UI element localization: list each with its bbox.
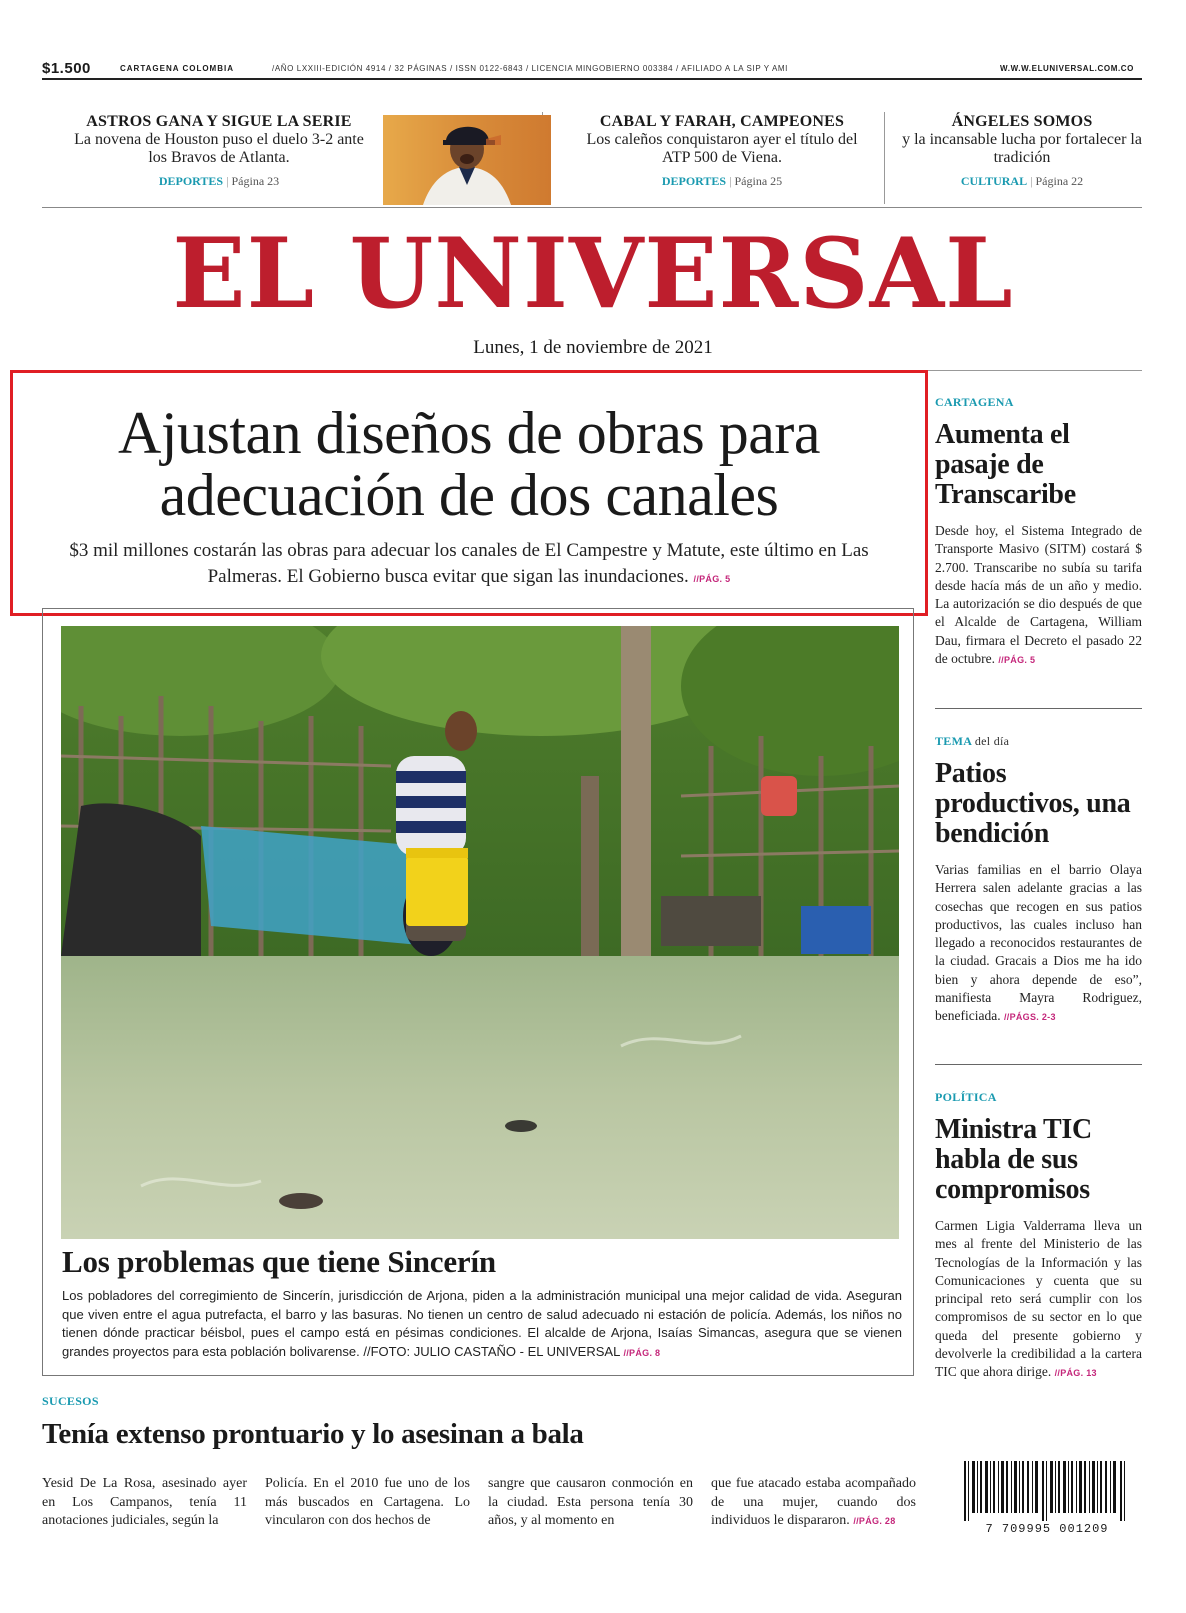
sidebar-headline: Ministra TIC habla de sus compromisos (935, 1114, 1092, 1205)
page-ref: //PÁG. 8 (623, 1347, 661, 1358)
sidebar-story-ministra-tic[interactable] (935, 1090, 1142, 1383)
divider (935, 1064, 1142, 1065)
barcode-bars-icon (962, 1461, 1132, 1521)
price: $1.500 (42, 60, 91, 77)
teaser-section: DEPORTES | Página 25 (661, 174, 783, 188)
sidebar-story-patios[interactable] (935, 734, 1142, 1027)
section-label: CARTAGENA (935, 395, 1014, 409)
photo-story-caption: Los pobladores del corregimiento de Sincerín, jurisdicción de Arjona, piden a la administración municipal una mejor calidad de vida. Aseguran que viven entre el agua putrefacta, el barro y las basuras. No tienen un centro de salud adecuado ni estación de policía. Además, los niños no tienen dónde practicar béisbol, pues el campo está en pésimas condiciones. El alcalde de Arjona, Isaías Simancas, asegura que se vienen grandes proyectos para esta población bolivarense. //FOTO: JULIO CASTAÑO - EL UNIVERSAL //PÁG. 8 (62, 1288, 902, 1359)
sucesos-headline[interactable]: Tenía extenso prontuario y lo asesinan a bala (42, 1418, 584, 1450)
city: CARTAGENA COLOMBIA (120, 64, 234, 73)
sidebar-body: Desde hoy, el Sistema Integrado de Transporte Masivo (SITM) costará $ 2.700. Transcaribe no subía su tarifa desde hacía más de un año y medio. La autorización se dio después de que el Alcalde de Cartagena, William Dau, firmara el Decreto el pasado 22 de octubre. //PÁG. 5 (935, 523, 1142, 667)
edition-meta: /AÑO LXXIII-EDICIÓN 4914 / 32 PÁGINAS / ISSN 0122-6843 / LICENCIA MINGOBIERNO 003384 / AFILIADO A LA SIP Y AMI (272, 64, 788, 73)
teaser-section: DEPORTES | Página 23 (158, 174, 280, 188)
text-column: Yesid De La Rosa, asesinado ayer en Los Campanos, tenía 11 anotaciones judiciales, según la (42, 1476, 247, 1528)
website-link[interactable]: W.W.W.ELUNIVERSAL.COM.CO (1000, 64, 1134, 73)
baseball-player-photo (383, 115, 551, 205)
teaser-astros[interactable] (74, 112, 364, 189)
barcode (962, 1461, 1132, 1539)
masthead-logo: EL UNIVERSAL (172, 217, 1014, 330)
barcode-number: 7 709995 001209 (985, 1522, 1109, 1536)
sidebar-body: Varias familias en el barrio Olaya Herrera salen adelante gracias a las cosechas que recogen en sus patios productivos, las cuales incluso han llegado a reconocidos restaurantes de la ciudad. Gracais a Dios me ha ido bien y ahora depende de eso”, manifiesta Mayra Rodriguez, beneficiada. //PÁGS. 2-3 (935, 862, 1142, 1024)
teaser-section: CULTURAL | Página 22 (960, 174, 1084, 188)
teaser-body: Los caleños conquistaron ayer el título del ATP 500 de Viena. (586, 131, 858, 166)
lead-deck: $3 mil millones costarán las obras para adecuar los canales de El Campestre y Matute, este último en Las Palmeras. El Gobierno busca evitar que sigan las inundaciones. //PÁG. 5 (69, 540, 869, 587)
sidebar-headline: Aumenta el pasaje de Transcaribe (935, 419, 1076, 510)
section-label: POLÍTICA (935, 1090, 997, 1104)
teaser-headline: ASTROS GANA Y SIGUE LA SERIE (86, 113, 352, 130)
teaser-body: y la incansable lucha por fortalecer la tradición (902, 131, 1142, 166)
sidebar-body: Carmen Ligia Valderrama lleva un mes al frente del Ministerio de las Tecnologías de la Información y las Comunicaciones y cuenta que su principal reto será cumplir con los compromisos de su sector en lo que queda del presente gobierno y devolverle la credibilidad a la cartera TIC que ahora dirige. //PÁG. 13 (935, 1218, 1142, 1380)
teaser-cabal-farah[interactable] (572, 112, 872, 189)
divider (884, 112, 885, 204)
teaser-headline: ÁNGELES SOMOS (951, 113, 1093, 130)
section-label: TEMA del día (935, 734, 1010, 748)
lead-headline[interactable]: Ajustan diseños de obras para adecuación de dos canales (118, 400, 820, 528)
text-column: que fue atacado estaba acompañado de una mujer, cuando dos individuos le dispararon. //PÁG. 28 (711, 1476, 916, 1528)
sidebar-headline: Patios productivos, una bendición (935, 758, 1131, 849)
page-ref: //PÁG. 28 (853, 1516, 896, 1526)
teaser-body: La novena de Houston puso el duelo 3-2 ante los Bravos de Atlanta. (74, 131, 364, 166)
sidebar-story-transcaribe[interactable] (935, 395, 1142, 669)
edition-bar (42, 60, 1142, 80)
text-column: Policía. En el 2010 fue uno de los más buscados en Cartagena. Lo vincularon con dos hechos de (265, 1476, 470, 1528)
issue-date: Lunes, 1 de noviembre de 2021 (473, 337, 713, 358)
photo-story-headline[interactable]: Los problemas que tiene Sincerín (62, 1244, 496, 1279)
section-label: SUCESOS (42, 1394, 99, 1408)
teaser-strip (42, 112, 1142, 208)
flooded-yard-photo (61, 626, 899, 1239)
text-column: sangre que causaron conmoción en la ciudad. Esta persona tenía 30 años, y al momento en (488, 1476, 693, 1528)
page-ref: //PÁG. 5 (693, 574, 731, 584)
teaser-headline: CABAL Y FARAH, CAMPEONES (599, 113, 845, 130)
teaser-angeles[interactable] (902, 112, 1142, 189)
divider (935, 708, 1142, 709)
